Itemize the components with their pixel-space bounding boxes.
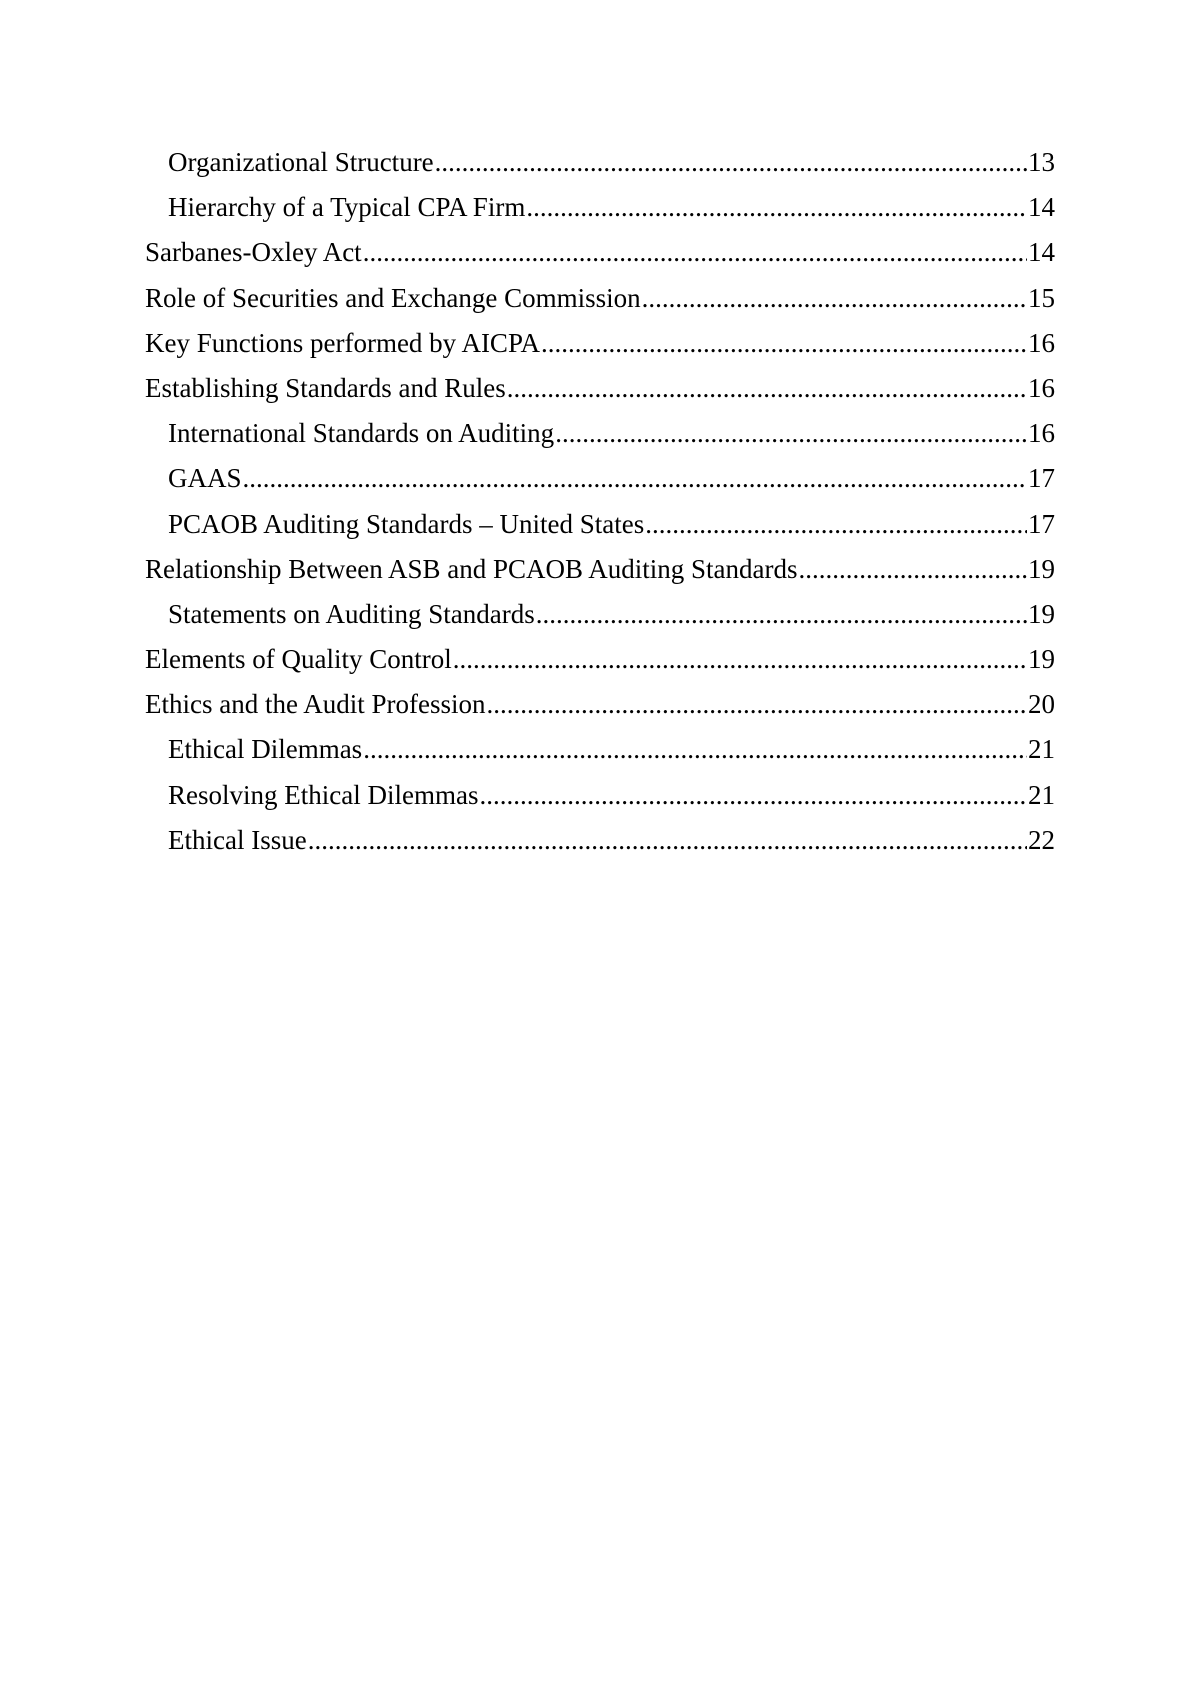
toc-entry-title: Sarbanes-Oxley Act: [145, 237, 362, 268]
toc-entry-page-number: 21: [1028, 779, 1055, 810]
toc-entry-ethics-audit-profession[interactable]: [145, 682, 1055, 727]
toc-dot-leader: [541, 321, 1027, 366]
toc-dot-leader: [799, 547, 1028, 592]
toc-entry-asb-pcaob-relationship[interactable]: [145, 547, 1055, 592]
toc-dot-leader: [507, 366, 1027, 411]
toc-dot-leader: [642, 276, 1027, 321]
toc-dot-leader: [536, 592, 1027, 637]
toc-entry-title: Statements on Auditing Standards: [168, 598, 535, 629]
toc-entry-page-number: 19: [1028, 598, 1055, 629]
toc-dot-leader: [363, 727, 1027, 772]
toc-dot-leader: [526, 185, 1027, 230]
toc-dot-leader: [453, 637, 1027, 682]
toc-entry-page-number: 17: [1028, 508, 1055, 539]
toc-entry-pcaob-standards[interactable]: [145, 502, 1055, 547]
toc-dot-leader: [308, 818, 1027, 863]
toc-entry-quality-control[interactable]: [145, 637, 1055, 682]
toc-entry-sarbanes-oxley[interactable]: [145, 230, 1055, 275]
toc-entry-title: PCAOB Auditing Standards – United States: [168, 508, 645, 539]
toc-entry-page-number: 16: [1028, 372, 1055, 403]
toc-entry-organizational-structure[interactable]: [145, 140, 1055, 185]
toc-dot-leader: [555, 411, 1027, 456]
toc-entry-statements-auditing-standards[interactable]: [145, 592, 1055, 637]
toc-entry-title: Ethical Dilemmas: [168, 734, 363, 765]
toc-dot-leader: [479, 773, 1027, 818]
table-of-contents: [145, 140, 1055, 863]
toc-entry-ethical-dilemmas[interactable]: [145, 727, 1055, 772]
toc-entry-title: Elements of Quality Control: [145, 644, 452, 675]
toc-entry-page-number: 14: [1028, 192, 1055, 223]
toc-entry-title: Establishing Standards and Rules: [145, 372, 506, 403]
toc-entry-title: Key Functions performed by AICPA: [145, 327, 540, 358]
toc-entry-title: International Standards on Auditing: [168, 418, 555, 449]
toc-entry-ethical-issue[interactable]: [145, 818, 1055, 863]
toc-entry-page-number: 15: [1028, 282, 1055, 313]
toc-entry-title: Hierarchy of a Typical CPA Firm: [168, 192, 526, 223]
toc-entry-title: Role of Securities and Exchange Commission: [145, 282, 641, 313]
toc-entry-resolving-ethical-dilemmas[interactable]: [145, 773, 1055, 818]
toc-entry-page-number: 16: [1028, 418, 1055, 449]
toc-entry-title: Ethics and the Audit Profession: [145, 689, 486, 720]
toc-entry-gaas[interactable]: [145, 456, 1055, 501]
toc-entry-hierarchy-cpa-firm[interactable]: [145, 185, 1055, 230]
toc-entry-title: Relationship Between ASB and PCAOB Auditing Standards: [145, 553, 798, 584]
toc-entry-isa[interactable]: [145, 411, 1055, 456]
toc-entry-page-number: 22: [1028, 824, 1055, 855]
toc-entry-page-number: 19: [1028, 553, 1055, 584]
toc-entry-page-number: 19: [1028, 644, 1055, 675]
toc-entry-page-number: 13: [1028, 147, 1055, 177]
toc-entry-title: Ethical Issue: [168, 824, 307, 855]
toc-entry-page-number: 21: [1028, 734, 1055, 765]
toc-dot-leader: [363, 230, 1027, 275]
toc-dot-leader: [243, 456, 1027, 501]
toc-dot-leader: [435, 140, 1027, 185]
toc-entry-role-of-sec[interactable]: [145, 276, 1055, 321]
toc-entry-title: GAAS: [168, 463, 242, 494]
toc-dot-leader: [486, 682, 1027, 727]
toc-entry-title: Organizational Structure: [168, 147, 434, 177]
toc-entry-page-number: 20: [1028, 689, 1055, 720]
toc-entry-page-number: 17: [1028, 463, 1055, 494]
toc-entry-page-number: 16: [1028, 327, 1055, 358]
toc-entry-title: Resolving Ethical Dilemmas: [168, 779, 479, 810]
toc-entry-aicpa-functions[interactable]: [145, 321, 1055, 366]
toc-entry-page-number: 14: [1028, 237, 1055, 268]
toc-entry-establishing-standards[interactable]: [145, 366, 1055, 411]
toc-dot-leader: [645, 502, 1027, 547]
